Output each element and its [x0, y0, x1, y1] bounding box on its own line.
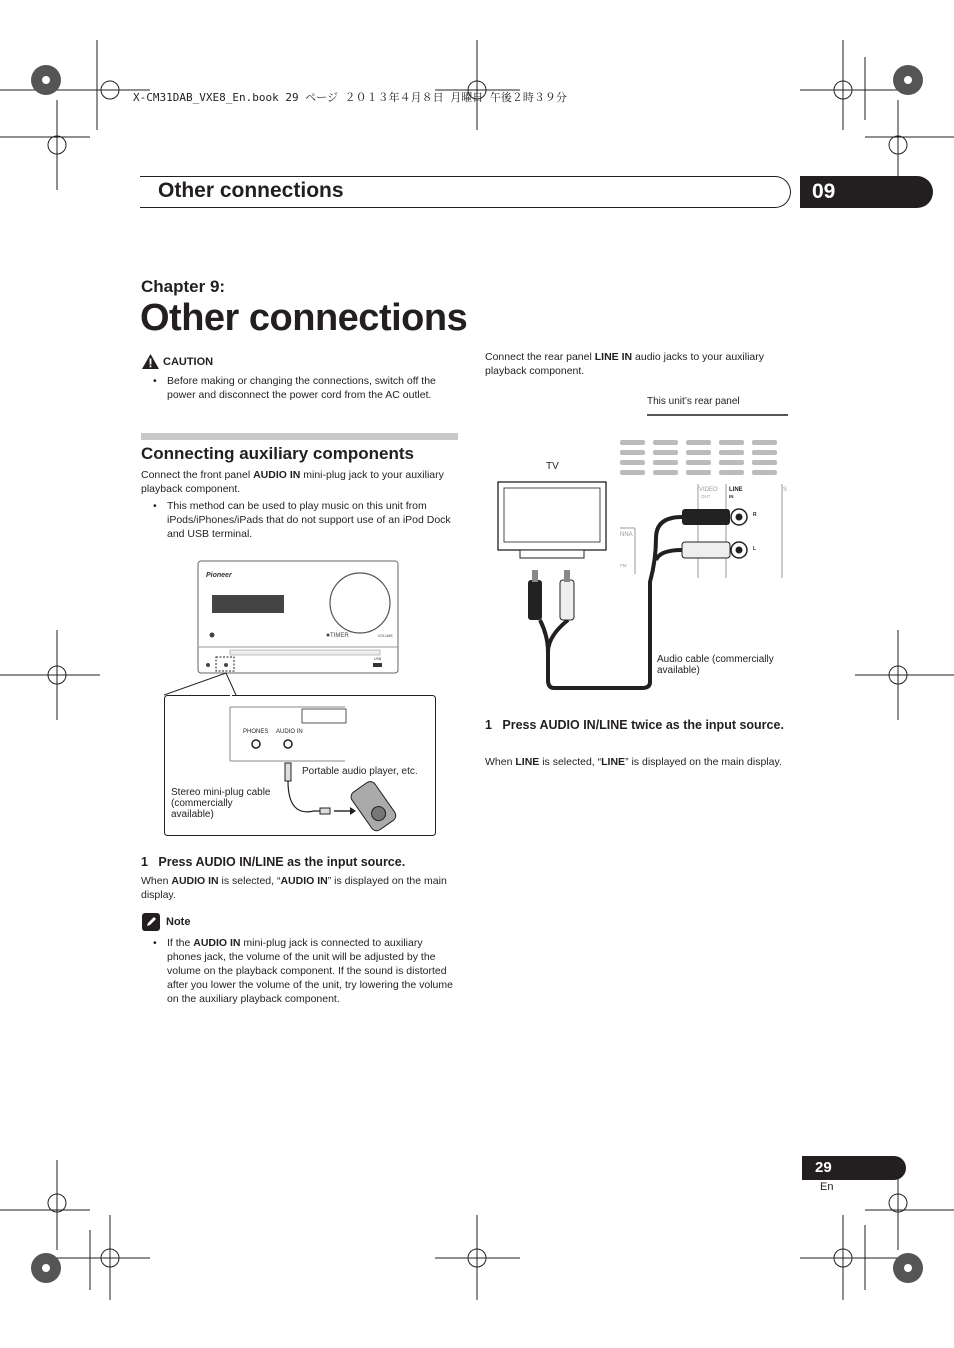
volume-knob [330, 573, 390, 633]
unit-brand: Pioneer [206, 572, 232, 579]
timer-label: TIMER [330, 633, 349, 639]
out-label: OUT [701, 494, 711, 499]
section-title: Connecting auxiliary components [141, 444, 414, 463]
section-intro: Connect the front panel AUDIO IN mini-plug jack to your auxiliary playback component. [141, 469, 444, 495]
rca-plug-red [682, 509, 730, 525]
right-intro: Connect the rear panel LINE IN audio jacks to your auxiliary playback component. [485, 351, 764, 377]
rear-panel-figure [490, 412, 790, 694]
step-1-left-detail: When AUDIO IN is selected, “AUDIO IN” is displayed on the main display. [141, 875, 447, 901]
audio-in-label: AUDIO IN [276, 729, 303, 735]
header-title: Other connections [158, 179, 344, 202]
step-1-right: 1 Press AUDIO IN/LINE twice as the input source. [485, 718, 784, 732]
tv-label: TV [546, 461, 559, 472]
l-label: L [753, 546, 757, 552]
page-number: 29 [802, 1156, 906, 1180]
s-partial-label: S [783, 487, 788, 493]
usb-label: USB [374, 657, 382, 661]
fm-partial-label: FM [620, 563, 627, 568]
step-1-left: 1 Press AUDIO IN/LINE as the input source. [141, 855, 406, 869]
audio-cable-label: Audio cable (commercially available) [657, 654, 774, 676]
page-title: Other connections [140, 297, 468, 339]
audio-in-jack [284, 740, 292, 748]
mini-plug-cable-label: Stereo mini-plug cable (commercially available) [171, 787, 271, 820]
volume-label: VOLUME [378, 634, 393, 638]
antenna-partial-label: NNA [620, 532, 633, 538]
power-indicator [210, 633, 215, 638]
rear-vents [620, 440, 777, 475]
unit-display [212, 595, 284, 613]
note-bullet: • If the AUDIO IN mini-plug jack is connected to auxiliary phones jack, the volume of the unit will be adjusted by the volume on the playback component. If the sound is distorted after you lower the volume of the unit, try lowering the volume on the auxiliary playback component. [153, 937, 453, 1005]
chapter-number-tab: 09 [800, 176, 933, 208]
phones-label: PHONES [243, 729, 269, 735]
in-label: IN [729, 494, 734, 499]
video-label: VIDEO [699, 487, 718, 493]
phones-jack [252, 740, 260, 748]
note-heading: Note [166, 916, 191, 928]
note-icon [142, 913, 160, 931]
line-label: LINE [729, 487, 743, 493]
warning-icon [142, 354, 159, 369]
section-divider [141, 433, 458, 440]
portable-player-label: Portable audio player, etc. [302, 766, 418, 777]
rca-plug-white [682, 542, 730, 558]
book-meta: X-CM31DAB_VXE8_En.book 29 ページ ２０１３年４月８日 月曜日 午後２時３９分 [133, 91, 567, 104]
step-1-right-detail: When LINE is selected, “LINE” is displayed on the main display. [485, 756, 782, 768]
r-label: R [753, 512, 757, 518]
page-language: En [820, 1181, 834, 1193]
chapter-label: Chapter 9: [141, 277, 226, 296]
caution-heading: CAUTION [163, 356, 214, 368]
section-bullet: • This method can be used to play music on this unit from iPods/iPhones/iPads that do not support use of an iPod Dock and USB terminal. [153, 500, 451, 540]
rear-panel-label: This unit’s rear panel [647, 396, 740, 407]
caution-bullet: • Before making or changing the connections, switch off the power and disconnect the power cord from the AC outlet. [153, 375, 436, 401]
